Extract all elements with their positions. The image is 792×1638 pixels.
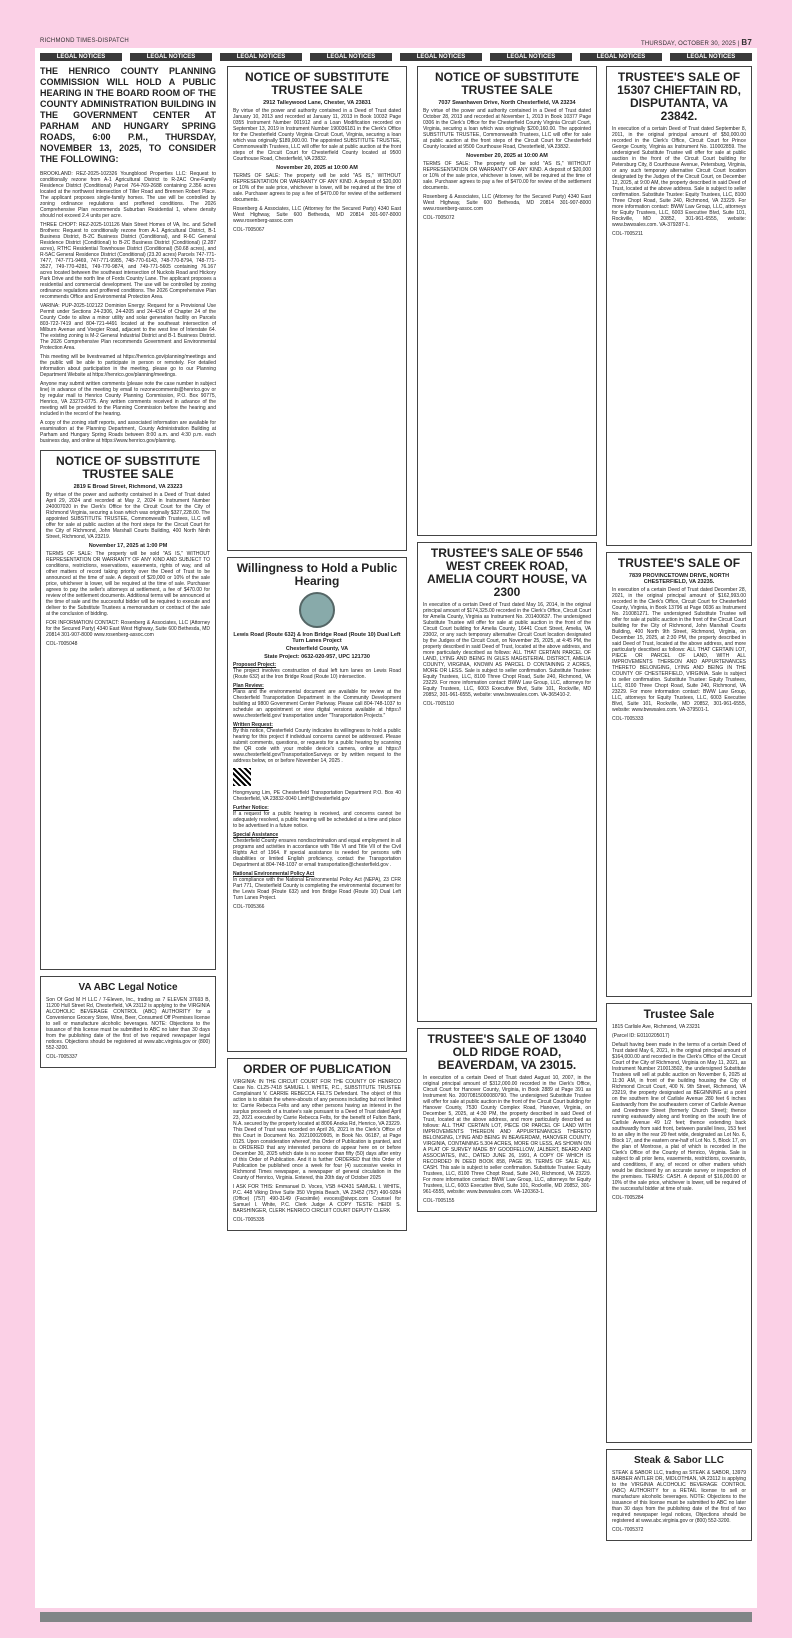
property-address: 2912 Talleywood Lane, Chester, VA 23831 [263,100,371,106]
property-address: 7037 Swanhaven Drive, North Chesterfield, VA 23234 [438,100,576,106]
section-label: LEGAL NOTICES [400,53,482,61]
abc-legal-notice [40,976,216,1068]
property-address: 7839 PROVINCETOWN DRIVE, NORTH CHESTERFIELD, VA 23235. [628,573,730,585]
sale-date: November 20, 2025 at 10:00 AM [466,153,548,159]
section-text: The project involves construction of dual left turn lanes on Lewis Road (Route 632) at the Iron Bridge Road (Route 10) intersection. [233,668,401,680]
section-heading: Proposed Project: [233,662,277,668]
notice-paragraph: This meeting will be livestreamed at https://henrico.gov/planning/meetings and the public will be able to participate in person or remotely. For detailed information about participation in the meeting, please go to our Planning Department Website at https://henrico.gov/planning/meetings. [40,354,216,378]
section-heading: Written Request: [233,722,273,728]
paper-name: RICHMOND TIMES-DISPATCH [40,38,129,44]
col-number: COL-7005211 [612,231,644,237]
section-heading: Plan Review: [233,683,264,689]
contact-info: Rosenberg & Associates, LLC (Attorney for the Secured Party) 4340 East West Highway, Suite 600 Bethesda, MD 20814 301-907-8000 www.rosenberg-assoc.com [423,194,591,212]
terms-of-sale: TERMS OF SALE: The property will be sold "AS IS," WITHOUT REPRESENTATION OR WARRANTY OF ANY KIND. A deposit of $20,000 or 10% of the sale price, whichever is lower, will be required at the time of sale. Purchaser agrees to pay a fee of $470.00 for review of the settlement documents. [233,173,401,203]
section-label: LEGAL NOTICES [130,53,212,61]
col-number: COL-7005072 [423,215,455,221]
public-hearing-notice [227,557,407,1052]
notice-paragraph: VARINA: PUP-2025-102122 Dominion Energy: Request for a Provisional Use Permit under Sections 24-2306, 24-4205 and 24-4314 of Chapter 24 of the County Code to allow a minor utility and solar generation facility on Parcels 803-722-7419 and 804-721-4491 located at the southeast intersection of Milburn Avenue and Voegier Road, adjacent to the west line of Interstate 64. The existing zoning is M-2 General Industrial District and B-1 Business District. The 2026 Comprehensive Plan recommends Government and Environmental Protection Area. [40,303,216,351]
notice-body: STEAK & SABOR LLC, trading as STEAK & SABOR, 13979 BARBER ANTLER DR, MIDLOTHIAN, VA 23112 is applying to the VIRGINIA ALCOHOLIC BEVERAGE CONTROL (ABC) AUTHORITY for a RETAIL license to sell or manufacture alcoholic beverages. NOTE: Objections to the issuance of this license must be submitted to ABC no later than 30 days from the publishing date of the first of two required newspaper legal notices, Objections should be registered at www.abc.virginia.gov or (800) 552-3200. [612,1470,746,1524]
notice-body: In execution of a certain Deed of Trust dated December 28, 2021, in the original principal amount of $162,993.00 recorded in the Clerk's Office, Circuit Court for Chesterfield County, Virginia, in Book 13796 at Page 0036 as Instrument No. 210081271. The undersigned Substitute Trustee will offer for sale at public auction in the front of the Circuit Court building for the City of Richmond, John Marshall Courts Building, 400 North 9th Street, Richmond, Virginia, on December 15, 2025, at 2:30 PM, the property described in said Deed of Trust, located at the above address, and more particularly described as follows: ALL THAT CERTAIN LOT, PIECE OR PARCEL OF LAND, WITH ALL IMPROVEMENTS THEREON AND APPURTENANCES THERETO BELONGING, LYING AND BEING IN THE COUNTY OF CHESTERFIELD, VIRGINIA. Sale is subject to seller confirmation. Substitute Trustee: Equity Trustees, LLC, 8100 Three Chopt Road, Suite 240, Richmond, VA 23229. For more information contact: BWW Law Group, LLC, attorneys for Equity Trustees, LLC, 6003 Executive Blvd, Suite 101, Rockville, MD 20852, 301-961-6555, website: www.bwwsales.com. VA-379501-1. [612,587,746,713]
notice-headline: THE HENRICO COUNTY PLANNING COMMISSION WILL HOLD A PUBLIC HEARING IN THE BOARD ROOM OF THE COUNTY ADMINISTRATION BUILDING IN THE GOVERNMENT CENTER AT PARHAM AND HUNGARY SPRING ROADS, 6:00 P.M., THURSDAY, NOVEMBER 13, 2025, TO CONSIDER THE FOLLOWING: [40,66,216,164]
section-text: Plans and the environmental document are available for review at the Chesterfield Transportation Department in the Community Development building at 9800 Government Center Parkway. Please call 804-748-1037 to schedule an appointment or view digital versions available at https:// www.chesterfield.gov/ transportation under "Transportation Projects." [233,689,401,719]
section-label: LEGAL NOTICES [40,53,122,61]
notice-paragraph: THREE CHOPT: REZ-2025-101126 Main Street Homes of VA, Inc. and Schell Brothers: Request to conditionally rezone from A-1 Agricultural District, B-1 Business District, B-2C Business District (Conditional), and R-6C General Residence District (Conditional) to B-2C Business District (Conditional) (2.287 acres), RTHC Residential Townhouse District (Conditional) (50.68 acres), and R-5AC General Residence District (Conditional) (23.20 acres) Parcels 747-771-7477, 747-771-9469, 747-771-9985, 748-770-6143, 748-770-8794, 748-771-3527, 749-770-4281, 749-770-9874, and 749-771-5605 containing 76.167 acres located between the southeast intersection of Nuckols Road and Hickory Park Drive and the north line of Fords Country Lane. The applicant proposes a residential and commercial development. The use will be controlled by zoning ordinance regulations and proffered conditions. The 2026 Comprehensive Plan recommends Office and Environmental Protection Area. [40,222,216,300]
section-label: LEGAL NOTICES [310,53,392,61]
section-label: LEGAL NOTICES [580,53,662,61]
col-number: COL-7005048 [46,641,78,647]
notice-title: Willingness to Hold a Public Hearing [236,561,398,588]
terms-of-sale: TERMS OF SALE: The property will be sold "AS IS," WITHOUT REPRESENTATION OR WARRANTY OF ANY KIND AND SUBJECT TO conditions, restrictions, reservations, easements, rights of way, and all other matters of record taking priority over the Deed of Trust to be announced at the time of sale. A deposit of $20,000 or 10% of the sale price, whichever is lower, will be required at the time of sale. Purchaser agrees to pay the seller's attorneys at settlement, a fee of $470.00 for review of the settlement documents. Additional terms will be announced at the time of sale and the successful bidder will be required to execute and deliver to the Substitute Trustees a memorandum or contract of the sale at the conclusion of bidding. [46,551,210,617]
col-number: COL-7005372 [612,1527,644,1533]
trustee-sale-beaverdam [417,1028,597,1212]
steak-sabor-notice [606,1449,752,1541]
section-label: LEGAL NOTICES [490,53,572,61]
county-seal-icon [299,592,335,628]
substitute-trustee-sale-notice [40,450,216,970]
notice-title: ORDER OF PUBLICATION [243,1062,391,1076]
property-address: 2819 E Broad Street, Richmond, VA 23223 [73,484,183,490]
notice-title: TRUSTEE'S SALE OF 13040 OLD RIDGE ROAD, BEAVERDAM, VA 23015. [427,1032,587,1072]
notice-title: NOTICE OF SUBSTITUTE TRUSTEE SALE [245,70,389,97]
notice-title: VA ABC Legal Notice [78,982,178,993]
project-name: Lewis Road (Route 632) & Iron Bridge Road (Route 10) Dual Left Turn Lanes Project [233,632,401,644]
column-4 [606,66,752,1547]
notice-body: In execution of a certain Deed of Trust dated September 8, 2011, in the original principal amount of $50,000.00 recorded in the Clerk's Office, Circuit Court for Prince George County, Virginia as Instrument No. 110002859. The undersigned Substitute Trustee will offer for sale at public auction in the front of the Circuit Court building for Petersburg City, 8 Courthouse Avenue, Petersburg, Virginia, or any such temporary alternative Circuit Court location designated by the Judges of the Circuit Court, on December 12, 2025, at 9:00 AM, the property described in said Deed of Trust, located at the above address. Sale is subject to seller confirmation. Substitute Trustee: Equity Trustees, LLC, 8100 Three Chopt Road, Suite 240, Richmond, VA 23229. For more information contact: BWW Law Group, LLC, attorneys for Equity Trustees, LLC, 6003 Executive Blvd, Suite 101, Rockville, MD 20852, 301-961-6555, website: www.bwwsales.com. VA-379287-1. [612,126,746,228]
column-3 [417,66,597,1218]
column-2 [227,66,407,1237]
col-number: COL-7005335 [233,1217,265,1223]
contact-info: Hongmyung Lim, PE Chesterfield Transportation Department P.O. Box 40 Chesterfield, VA 23832-0040 LimH@chesterfield.gov [233,790,401,802]
page-number: B7 [741,38,752,47]
col-number: COL-7005337 [46,1054,78,1060]
footer-bar [40,1612,752,1622]
column-1 [40,66,216,1074]
col-number: COL-7005067 [233,227,265,233]
masthead-date-group: THURSDAY, OCTOBER 30, 2025 | B7 [640,38,752,47]
section-label: LEGAL NOTICES [220,53,302,61]
trustee-sale-amelia [417,542,597,1022]
notice-body: In execution of a certain Deed of Trust dated May 16, 2014, in the original principal amount of $174,325.00 recorded in the Clerk's Office, Circuit Court for Amelia County, Virginia as Instrument No. 201400637. The undersigned Substitute Trustee will offer for sale at public auction in the front of the Circuit Court building for Amelia County, 16441 Court Street, Amelia, VA 23002, or any such temporary alternative Circuit Court location designated by the Judges of the Circuit Court, on November 25, 2025, at 4:45 PM, the property described in said Deed of Trust, located at the above address, and more particularly described as follows: ALL THAT CERTAIN PARCEL OF LAND, LYING AND BEING IN GILES MAGISTERIAL DISTRICT, AMELIA COUNTY, VIRGINIA, KNOWN AS PARCEL D CONTAINING 2 ACRES, MORE OR LESS. Sale is subject to seller confirmation. Substitute Trustee: Equity Trustees, LLC, 8100 Three Chopt Road, Suite 240, Richmond, VA 23229. For more information contact: BWW Law Group, LLC, attorneys for Equity Trustees, LLC, 6003 Executive Blvd, Suite 101, Rockville, MD 20852, 301-961-6555, website: www.bwwsales.com. VA-365410-2. [423,602,591,698]
notice-body: Default having been made in the terms of a certain Deed of Trust dated May 6, 2021, in the original principal amount of $164,000.00 and recorded in the Clerk's Office of the Circuit Court of the City of Richmond, Virginia on May 11, 2021, as Instrument Number 210013502, the undersigned Substitute Trustees will sell at public auction on November 6, 2025 at 11:30 AM, in front of the building housing the City of Richmond Circuit Court, 400 N. 9th Street, Richmond, VA 23219, the property designated as BEGINNING at a point on the southern line of Carlisle Avenue 280 feet 6 inches Eastwardly from the southeastern corner of Carlisle Avenue and Creedmore Street (formerly Church Street); thence running eastwardly along and fronting on the south line of Carlisle Avenue 49 1/2 feet; thence extending back southwardly from said front, between parallel lines, 153 feet to an alley in the rear 20 feet wide, designated as Lot No. 6, Block 17, and the eastern one-half of Lot No. 5, Block 17, on the plan of Montrose, a plat of which is recorded in the Clerk's Office of the County of Henrico, Virginia. Sale is subject to all prior liens, easements, restrictions, covenants, and conditions, if any, of record or other matters which would be disclosed by an accurate survey or inspection of the premises. TERMS: CASH. A deposit of $16,000.00 or 10% of the sale price, whichever is lower, will be required of the successful bidder at time of sale. [612,1042,746,1192]
section-heading: Special Assistance [233,832,279,838]
state-project-number: State Project: 0632-020-957, UPC 121730 [264,654,370,660]
masthead [40,38,752,48]
substitute-trustee-sale-notice [227,66,407,551]
contact-info: FOR INFORMATION CONTACT: Rosenberg & Associates, LLC (Attorney for the Secured Party) 4340 East West Highway, Suite 600 Bethesda, MD 20814 301-907-8000 www.rosenberg-assoc.com [46,620,210,638]
qr-code-icon[interactable] [233,768,251,786]
section-text: Chesterfield County ensures nondiscrimination and equal employment in all programs and activities in accordance with Title VI and Title VII of the Civil Rights Act of 1964. If special assistance is needed for persons with disabilities or limited English proficiency, contact the Transportation Department at 804-748-1037 or email transportation@chesterfield.gov . [233,838,401,868]
notice-body: By virtue of the power and authority contained in a Deed of Trust dated January 10, 2013 and recorded at January 11, 2013 in Book 10032 Page 0355 Instrument Number 001912 and a Loan Modification recorded on September 13, 2019 in Instrument Number 190036181 in the Clerk's Office for the Chesterfield County Virginia Circuit Court, Virginia, securing a loan which was originally $189,000.00. The appointed SUBSTITUTE TRUSTEE, Commonwealth Trustees, LLC will offer for sale at public auction at the front steps of the Circuit Court for Chesterfield County located at 9500 Courthouse Road, Chesterfield, VA 23832. [233,108,401,162]
notice-body: Son Of God M H LLC / 7-Eleven, Inc., trading as 7 ELEVEN 37693 B, 11200 Hull Street Rd, Chesterfield, VA 23112 is applying to the VIRGINIA ALCOHOLIC BEVERAGE CONTROL (ABC) AUTHORITY for a Convenience Grocery Store, Wine, Beer, Consumed Off Premises license to sell or manufacture alcoholic beverages. NOTE: Objections to the issuance of this license must be submitted to ABC no later than 30 days from the publishing date of the first of two required newspaper legal notices. Objections should be registered at www.abc.virginia.gov or (800) 552-3200. [46,997,210,1051]
notice-title: Steak & Sabor LLC [633,1455,725,1466]
notice-title: TRUSTEE'S SALE OF [617,556,741,570]
notice-body: By virtue of the power and authority contained in a Deed of Trust dated April 29, 2024 and recorded at May 2, 2024 in Instrument Number 240007020 in the Clerk's Office for the Circuit Court for the City of Richmond Virginia, securing a loan which was originally $327,228.00. The appointed SUBSTITUTE TRUSTEE, Commonwealth Trustees, LLC will offer for sale at public auction at the front steps for the Circuit Court for the City of Richmond, John Marshall Courts Building, 400 North Ninth Street, Richmond, VA 23219. [46,492,210,540]
notice-paragraph: Anyone may submit written comments (please note the case number in subject line) in advance of the meeting by email to rezonecomments@henrico.gov or by regular mail to Henrico County Planning Commission, P.O. Box 90775, Henrico, VA 23273-0775. Any written comments received in advance of the meeting will be provided to the Planning Commission before the hearing and included in the record of the hearing. [40,381,216,417]
section-label: LEGAL NOTICES [670,53,752,61]
col-number: COL-7005333 [612,716,644,722]
notice-title: NOTICE OF SUBSTITUTE TRUSTEE SALE [56,454,200,481]
notice-body: In execution of a certain Deed of Trust dated August 10, 2007, in the original principal amount of $312,000.00 recorded in the Clerk's Office, Circuit Court for Hanover County, Virginia, in Book 2889 at Page 391 as Instrument No. 20070815000080790. The undersigned Substitute Trustee will offer for sale at public auction in the front of the Circuit Court building for Hanover County, 7530 County Complex Road, Hanover, Virginia, on December 5, 2025, at 4:30 PM, the property described in said Deed of Trust, located at the above address, and more particularly described as follows: ALL THAT CERTAIN LOT, PIECE OR PARCEL OF LAND WITH IMPROVEMENTS THEREON AND APPURTENANCES THERETO BELONGING, LYING AND BEING IN BEAVERDAM, HANOVER COUNTY, VIRGINIA, CONTAINING 5.304 ACRES, MORE OR LESS, AS SHOWN ON A PLAT OF SURVEY MADE BY GOODFELLOW, JALBERT, BEARD AND ASSOCIATES, INC., DATED JUNE 26, 1991, A COPY OF WHICH IS RECORDED IN DEED BOOK 858, PAGE 95. TERMS OF SALE: ALL CASH. This sale is subject to seller confirmation. Substitute Trustee: Equity Trustees, LLC, 8100 Three Chopt Road, Suite 240, Richmond, VA 23229. For more information contact: BWW Law Group, LLC, attorneys for Equity Trustees, LLC, 6003 Executive Blvd, Suite 101, Rockville, MD 20852, 301-961-6555, website: www.bwwsales.com. VA-120363-1. [423,1075,591,1195]
col-number: COL-7005284 [612,1195,644,1201]
notice-paragraph: A copy of the zoning staff reports, and associated information are available for examination at the Planning Department, County Administration Building at Parham and Hungary Spring Roads between 8:00 a.m. and 4:30 p.m. each business day, and online at https://www.henrico.gov/planning. [40,420,216,444]
contact-info: Rosenberg & Associates, LLC (Attorney for the Secured Party) 4340 East West Highway, Suite 600 Bethesda, MD 20814 301-907-8000 www.rosenberg-assoc.com [233,206,401,224]
issue-date: THURSDAY, OCTOBER 30, 2025 [640,41,736,47]
order-of-publication [227,1058,407,1231]
parcel-id: (Parcel ID: E0110205017) [612,1033,670,1039]
col-number: COL-7005366 [233,904,265,910]
section-text: In compliance with the National Environmental Policy Act (NEPA), 23 CFR Part 771, Chesterfield County is completing the environmental document for the Lewis Road (Route 632) and Iron Bridge Road (Route 10) Dual Left Turn Lanes Project. [233,877,401,901]
substitute-trustee-sale-notice [417,66,597,536]
henrico-notice [40,66,216,444]
property-address: 1815 Carlisle Ave, Richmond, VA 23231 [612,1024,701,1030]
notice-body: VIRGINIA: IN THE CIRCUIT COURT FOR THE COUNTY OF HENRICO Case No. CL25-7418 SAMUEL I. WHITE, P.C., SUBSTITUTE TRUSTEE Complainant V. CARRIE REBECCA FELTS Defendant. The object of this action is to obtain the where-abouts of any persons including but not limited to: Carrie Rebecca Felts and any other persons having an interest in the surplus proceeds of a trustee's sale pursuant to a Deed of Trust dated April 23, 2021 executed by Carrie Rebecca Felts, for the benefit of Fulton Bank, N.A. secured by the property located at 8006 Anoka Rd, Henrico, VA 23229. This Deed of Trust was recorded on April 26, 2021 in the Clerk's Office of this Court in Document No. 202100020905, in Book No. 06187, at Page 0125. Upon consideration whereof, this Order of Publication is granted, and is ORDERED that any interested persons do appear here on or before December 30, 2025 which date is no sooner than fifty (50) days after entry of this Order of Publication. And it is further ORDERED that this Order of Publication be published once a week for four (4) successive weeks in Richmond Times newspaper, a newspaper of general circulation in the County of Henrico, Virginia. Entered, this 20th day of October 2025 [233,1079,401,1181]
notice-paragraph: BROOKLAND: REZ-2025-102326 Youngblood Properties LLC: Request to conditionally rezone from A-1 Agricultural District to R-2AC One-Family Residence District (Conditional) Parcel 764-769-2688 containing 2.356 acres located at the northwest intersection of Tiller Road and Brennen Robert Place. The applicant proposes single-family homes. The use will be controlled by zoning ordinance regulations and proffered conditions. The 2026 Comprehensive Plan recommends Suburban Residential 1, where density should not exceed 2.4 units per acre. [40,171,216,219]
col-number: COL-7005155 [423,1198,455,1204]
section-text: By this notice, Chesterfield County indicates its willingness to hold a public hearing for this project if individual concerns cannot be addressed. Please submit comments, questions, or requests for a public hearing by scanning the QR code with your mobile device's camera, online at https:// www.chesterfield.gov/TransportationSurveys or by written request to the address below, on or before November 14, 2025 . [233,728,401,764]
section-label-bar [40,53,752,61]
county-name: Chesterfield County, VA [285,646,349,652]
trustee-sale-disputanta [606,66,752,546]
trustee-sale-provincetown [606,552,752,997]
notice-title: NOTICE OF SUBSTITUTE TRUSTEE SALE [435,70,579,97]
notice-title: TRUSTEE'S SALE OF 15307 CHIEFTAIN RD, DISPUTANTA, VA 23842. [617,70,741,123]
trustee-sale-carlisle [606,1003,752,1443]
section-heading: National Environmental Policy Act [233,871,315,877]
section-heading: Further Notice: [233,805,269,811]
notice-body: By virtue of the power and authority contained in a Deed of Trust dated October 28, 2013 and recorded at November 1, 2013 in Book 10377 Page 0306 in the Clerk's Office for the Chesterfield County Virginia Circuit Court, Virginia, securing a loan which was originally $200,160.00. The appointed SUBSTITUTE TRUSTEE, Commonwealth Trustees, LLC will offer for sale at public auction at the front steps of the Circuit Court for Chesterfield County located at 9500 Courthouse Road, Chesterfield, VA 23832. [423,108,591,150]
notice-title: TRUSTEE'S SALE OF 5546 WEST CREEK ROAD, AMELIA COURT HOUSE, VA 2300 [426,546,587,599]
section-text: If a request for a public hearing is received, and concerns cannot be adequately resolved, a public hearing will be scheduled at a time and place to be advertised in a future notice. [233,811,401,829]
notice-title: Trustee Sale [643,1007,715,1021]
signature-block: I ASK FOR THIS: Emmanuel D. Voces, VSB #42431 SAMUEL I. WHITE, P.C. 448 Viking Drive Suite 350 Virginia Beach, VA 23452 (757) 490-9284 (Office) (757) 490-3149 (Facsimile) evoces@siwpc.com Counsel for Samuel I. White, P.C. Clerk Judge A COPY TESTE: HEIDI S. BARSHINGER, CLERK HENRICO CIRCUIT COURT DEPUTY CLERK [233,1184,401,1214]
sale-date: November 20, 2025 at 10:00 AM [276,165,358,171]
col-number: COL-7005110 [423,701,455,707]
sale-date: November 17, 2025 at 1:00 PM [88,543,168,549]
terms-of-sale: TERMS OF SALE: The property will be sold "AS IS," WITHOUT REPRESENTATION OR WARRANTY OF ANY KIND. A deposit of $20,000 or 10% of the sale price, whichever is lower, will be required at the time of sale. Purchaser agrees to pay a fee of $470.00 for review of the settlement documents. [423,161,591,191]
